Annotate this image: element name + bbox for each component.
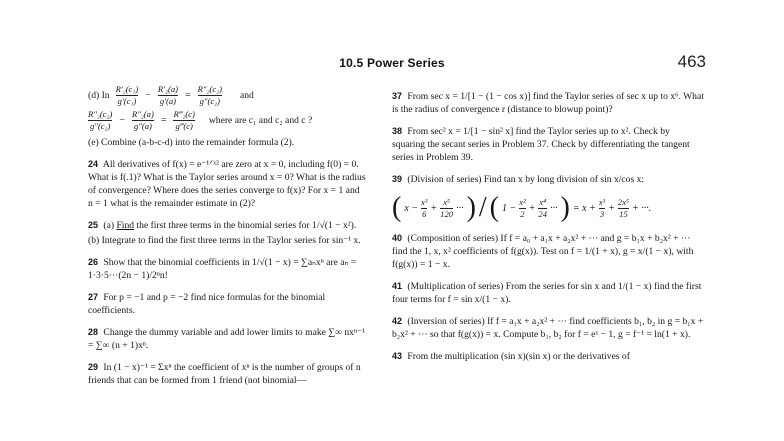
where-text: where are c₁ and c₂ and c ? [208, 115, 313, 126]
numerator: R″₂(a) [131, 109, 154, 119]
denominator: g′(c₁) [117, 96, 137, 106]
plus-sign: + [528, 202, 536, 214]
problem-text: Change the dummy variable and add lower limits to make ∑∞ nxⁿ⁻¹ = ∑∞ (n + 1)xⁿ. [88, 327, 365, 351]
problem-number: 27 [88, 292, 99, 302]
problem-number: 26 [88, 257, 99, 267]
problem-42 [392, 315, 704, 341]
problem-26 [88, 256, 366, 282]
denominator: 6 [422, 208, 427, 219]
problem-d-second-line [88, 109, 366, 132]
equals-sign: = [160, 115, 167, 126]
problem-text: (Composition of series) If f = a₀ + a₁x + a₂x² + ··· and g = b₁x + b₂x² + ··· find the 1, x, x² coefficients of f(g(x)). Test on f = 1/(1 + x), g = x/(1 − x), with f(g(x)) = 1 − x. [392, 233, 694, 270]
equation-term: x − [404, 202, 419, 214]
denominator: 120 [440, 208, 454, 219]
plus-sign: + [608, 202, 615, 214]
problem-number: 25 [88, 220, 99, 230]
plus-sign: + [430, 202, 438, 214]
denominator: 3 [599, 208, 605, 219]
problem-25b: (b) Integrate to find the first three terms in the Taylor series for sin⁻¹ x. [88, 235, 361, 246]
problem-number: 37 [392, 91, 403, 101]
problem-number: 39 [392, 174, 403, 184]
fraction [198, 84, 222, 107]
underlined-word: Find [116, 220, 135, 231]
fraction [538, 197, 547, 220]
problem-text: (Multiplication of series) From the series for sin x and 1/(1 − x) find the first four terms for f = sin x/(1 − x). [392, 281, 702, 305]
problem-41 [392, 280, 704, 306]
numerator: R‴₂(c) [173, 109, 195, 119]
problem-29 [88, 361, 366, 387]
denominator: 24 [538, 208, 547, 219]
problem-27 [88, 291, 366, 317]
left-paren: ( [392, 192, 402, 223]
denominator: 2 [520, 208, 525, 219]
problem-text: From the multiplication (sin x)(sin x) or the derivatives of [407, 351, 630, 362]
problem-text: the first three terms in the binomial series for 1/√(1 − x²). [134, 220, 357, 231]
numerator: R′₂(a) [157, 84, 179, 94]
denominator: g‴(c) [175, 121, 193, 131]
fraction [116, 84, 139, 107]
problem-text: (Division of series) Find tan x by long division of sin x/cos x: [407, 174, 645, 185]
problem-text: From sec² x = 1/[1 − sin² x] find the Taylor series up to x². Check by squaring the secant series in Problem 37. Check by differentiating the tangent series in Problem 39. [392, 126, 690, 163]
problem-37 [392, 90, 704, 116]
problem-number: 24 [88, 159, 99, 169]
problem-number: 43 [392, 351, 403, 361]
numerator: x³ [421, 196, 428, 207]
equals-sign: = [185, 90, 191, 101]
denominator: g′(a) [159, 96, 177, 106]
numerator: x³ [598, 196, 606, 207]
denominator: g″(c₂) [199, 96, 221, 106]
problem-d-label: (d) In [88, 90, 110, 101]
problem-d-line [88, 84, 366, 107]
numerator: x² [519, 196, 526, 207]
problem-39 [392, 173, 704, 186]
problem-number: 40 [392, 233, 403, 243]
fraction [88, 109, 112, 132]
problem-number: 29 [88, 362, 99, 372]
denominator: g″(a) [133, 121, 152, 131]
fraction [132, 109, 154, 132]
fraction [173, 109, 194, 132]
denominator: g″(c₂) [89, 121, 111, 131]
ellipsis: ··· [456, 202, 464, 214]
problem-25a [88, 219, 366, 232]
problem-text: In (1 − x)⁻¹ = Σxⁿ the coefficient of xⁿ is the number of groups of n friends that can be formed from 1 friend (not binomial— [88, 362, 361, 386]
right-paren: ) [466, 192, 476, 223]
problem-number: 28 [88, 327, 99, 337]
fraction [519, 197, 525, 220]
section-title: 10.5 Power Series [339, 56, 445, 70]
problem-24 [88, 158, 366, 210]
problem-28 [88, 326, 366, 352]
left-column [88, 84, 366, 396]
problem-e: (e) Combine (a-b-c-d) into the remainder formula (2). [88, 137, 295, 148]
problem-number: 42 [392, 316, 403, 326]
fraction [440, 197, 453, 220]
and-word: and [240, 90, 254, 101]
problem-text: From sec x = 1/[1 − (1 − cos x)] find the Taylor series of sec x up to x⁶. What is the radius of convergence r (distance to blowup point)? [392, 91, 704, 115]
numerator: 2x⁵ [617, 196, 630, 207]
fraction [599, 197, 605, 220]
ellipsis: ··· [550, 202, 558, 214]
right-paren: ) [560, 192, 570, 223]
page-number: 463 [677, 52, 706, 71]
problem-number: 41 [392, 281, 403, 291]
numerator: x⁵ [443, 196, 451, 207]
fraction [158, 84, 178, 107]
minus-sign: − [145, 90, 151, 101]
equation-term: = x + [572, 202, 596, 214]
problem-40 [392, 232, 704, 271]
division-equation [392, 194, 704, 222]
problem-43 [392, 350, 704, 363]
denominator: 15 [619, 208, 628, 219]
problem-text: (Inversion of series) If f = a₁x + a₂x² + ··· find coefficients b₁, b₂ in g = b₁x + b₂x² + ··· so that f(g(x)) = x. Compute b₁, b₂ for f = eˣ − 1, g = f⁻¹ = ln(1 + x). [392, 316, 704, 340]
numerator: R″₂(c₂) [88, 109, 113, 119]
problem-text: For p = −1 and p = −2 find nice formulas for the binomial coefficients. [88, 292, 326, 316]
problem-38 [392, 125, 704, 164]
minus-sign: − [119, 115, 125, 126]
numerator: R″₂(c₂) [197, 84, 222, 94]
right-column [392, 90, 704, 372]
left-paren: ( [489, 192, 499, 223]
division-slash: / [478, 192, 487, 223]
problem-text: Show that the binomial coefficients in 1/√(1 − x) = ∑aₙxⁿ are aₙ = 1·3·5···(2n − 1)/2ⁿn! [88, 257, 357, 281]
equation-term: 1 − [502, 202, 517, 214]
problem-part-label: (a) [103, 220, 117, 231]
numerator: R′₂(c₁) [115, 84, 139, 94]
equation-term: + ···. [632, 202, 652, 214]
problem-text: All derivatives of f(x) = e⁻¹ᐟˣ² are zero at x = 0, including f(0) = 0. What is f(.1)? What is the Taylor series around x = 0? What is the radius of convergence? Where does the series converge to f(x)? For x = 1 and n = 1 what is the remainder estimate in (2)? [88, 159, 366, 209]
problem-number: 38 [392, 126, 403, 136]
fraction [618, 197, 629, 220]
fraction [421, 197, 427, 220]
numerator: x⁴ [539, 196, 547, 207]
